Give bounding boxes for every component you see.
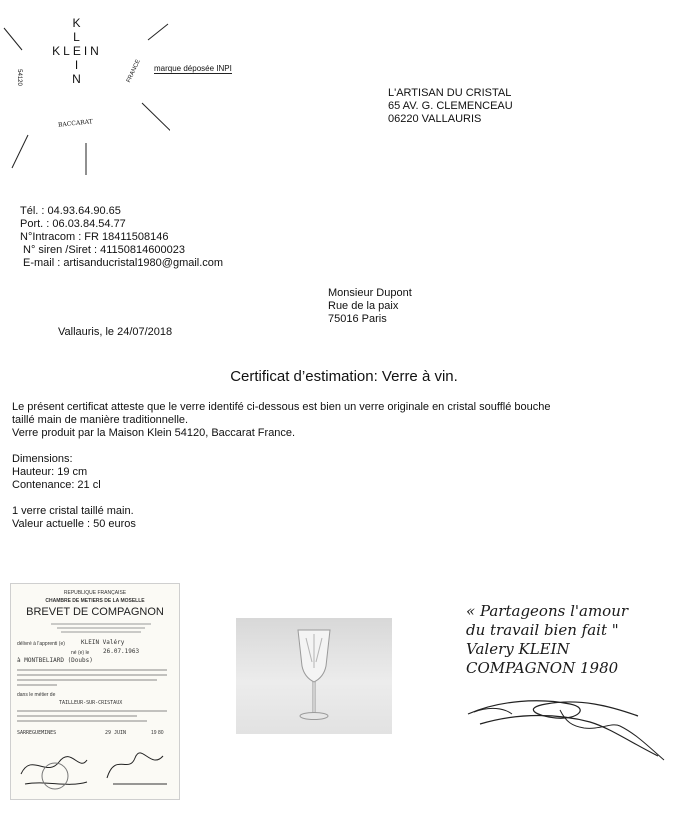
recipient-address [328, 287, 412, 326]
brevet-born-label: né (e) le [71, 650, 90, 656]
quote-line-1: « Partageons l'amour [466, 602, 629, 620]
signature-flourish [460, 686, 670, 766]
klein-logo [0, 10, 170, 180]
certificate-body [12, 401, 672, 531]
logo-letter-k: K [72, 16, 82, 30]
logo-word-klein: KLEIN [52, 44, 102, 58]
recipient-street: Rue de la paix [328, 300, 399, 312]
contact-port: Port. : 06.03.84.54.77 [20, 218, 126, 230]
logo-baccarat: BACCARAT [57, 118, 94, 129]
item-description: 1 verre cristal taillé main. [12, 505, 134, 517]
quote-line-3: Valery KLEIN [466, 640, 570, 658]
brevet-title: BREVET DE COMPAGNON [26, 606, 164, 618]
brevet-fine-print [51, 622, 151, 636]
contact-intracom: N°Intracom : FR 18411508146 [20, 231, 169, 243]
brevet-document-image [10, 583, 180, 800]
recipient-name: Monsieur Dupont [328, 287, 412, 299]
item-value: Valeur actuelle : 50 euros [12, 518, 136, 530]
handwritten-quote [466, 602, 628, 678]
contact-email: E-mail : artisanducristal1980@gmail.com [23, 257, 224, 269]
brevet-name: KLEIN Valéry [81, 639, 125, 646]
brevet-republic: REPUBLIQUE FRANÇAISE [63, 590, 127, 596]
logo-rays [0, 10, 170, 180]
sender-name: L'ARTISAN DU CRISTAL [388, 87, 512, 99]
logo-letter-i: I [74, 58, 80, 72]
brevet-signatures [17, 744, 173, 794]
trademark-label: marque déposée INPI [154, 64, 232, 73]
brevet-commission-text [17, 709, 167, 723]
brevet-sig-year: 19 80 [151, 730, 164, 736]
logo-side-code: 54120 [15, 69, 22, 86]
brevet-birth-place: à MONTBELIARD (Doubs) [17, 657, 93, 664]
brevet-place: SARREGUEMINES [17, 730, 57, 736]
logo-letter-n: N [72, 72, 82, 86]
brevet-trade: TAILLEUR-SUR-CRISTAUX [59, 700, 123, 706]
brevet-chamber: CHAMBRE DE METIERS DE LA MOSELLE [45, 598, 145, 604]
contact-tel: Tél. : 04.93.64.90.65 [20, 205, 121, 217]
body-line-3: Verre produit par la Maison Klein 54120, Baccarat France. [12, 427, 296, 439]
logo-side-france: FRANCE [125, 58, 142, 84]
sender-address [388, 87, 513, 126]
wine-glass-photo [236, 618, 392, 734]
contact-block [20, 205, 223, 270]
sender-city: 06220 VALLAURIS [388, 113, 482, 125]
date-line: Vallauris, le 24/07/2018 [58, 326, 173, 338]
brevet-sig-date: 29 JUIN [105, 730, 127, 736]
contact-siren: N° siren /Siret : 41150814600023 [23, 244, 185, 256]
quote-line-2: du travail bien fait " [466, 621, 619, 639]
body-line-2: taillé main de manière traditionnelle. [12, 414, 189, 426]
brevet-delivered-label: délivré à l'apprenti (e) [17, 641, 65, 647]
recipient-city: 75016 Paris [328, 313, 387, 325]
sender-street: 65 AV. G. CLEMENCEAU [388, 100, 513, 112]
logo-letter-l: L [73, 30, 81, 44]
dimension-height: Hauteur: 19 cm [12, 466, 88, 478]
body-line-1: Le présent certificat atteste que le verre identifé ci-dessous est bien un verre originale en cristal soufflé bouche [12, 401, 551, 413]
brevet-trade-label: dans le métier de [17, 692, 56, 698]
quote-line-4: COMPAGNON 1980 [466, 659, 619, 677]
wine-glass-illustration [236, 618, 392, 734]
dimensions-label: Dimensions: [12, 453, 73, 465]
brevet-birth-date: 26.07.1963 [103, 648, 140, 655]
brevet-body-text [17, 668, 167, 692]
certificate-title: Certificat d’estimation: Verre à vin. [230, 368, 458, 385]
dimension-capacity: Contenance: 21 cl [12, 479, 101, 491]
